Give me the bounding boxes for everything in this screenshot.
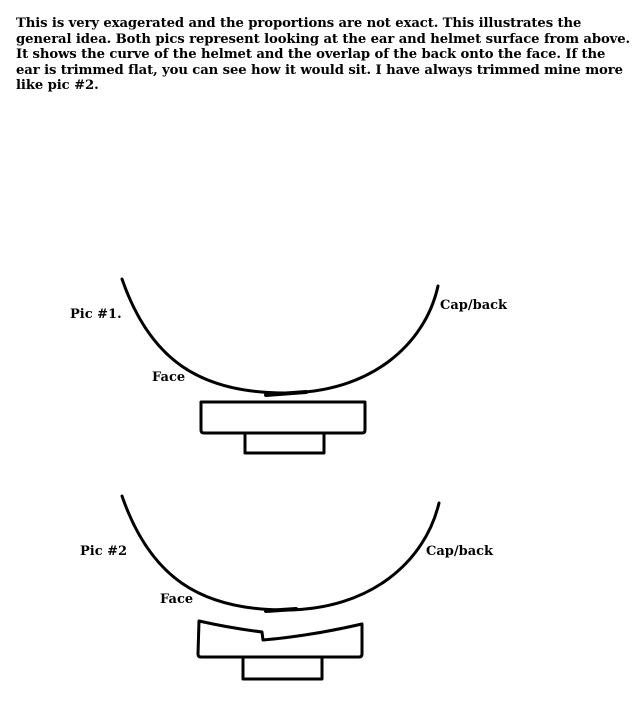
- pic1-diagram: [70, 279, 508, 453]
- pic2-title: Pic #2: [80, 544, 128, 559]
- pic1-face-label: Face: [152, 370, 186, 385]
- pic2-face-label: Face: [160, 592, 194, 607]
- pic1-ear-lower: [245, 434, 324, 453]
- pic2-ear-upper: [198, 621, 362, 657]
- intro-line: This is very exagerated and the proportions are not exact. This illustrates the: [16, 16, 582, 31]
- pic1-title: Pic #1.: [70, 307, 122, 322]
- pic2-ear-lower: [243, 658, 322, 679]
- pic2-diagram: [80, 496, 494, 679]
- intro-line: general idea. Both pics represent looking at the ear and helmet surface from above.: [16, 31, 631, 47]
- intro-line: It shows the curve of the helmet and the overlap of the back onto the face. If the: [16, 47, 606, 63]
- intro-line: ear is trimmed flat, you can see how it would sit. I have always trimmed mine more: [16, 62, 623, 78]
- pic2-cap-label: Cap/back: [426, 544, 494, 559]
- pic2-overlap-mark: [266, 609, 296, 611]
- pic1-cap-label: Cap/back: [440, 298, 508, 313]
- intro-line: like pic #2.: [16, 78, 99, 94]
- pic1-ear-upper: [201, 402, 365, 433]
